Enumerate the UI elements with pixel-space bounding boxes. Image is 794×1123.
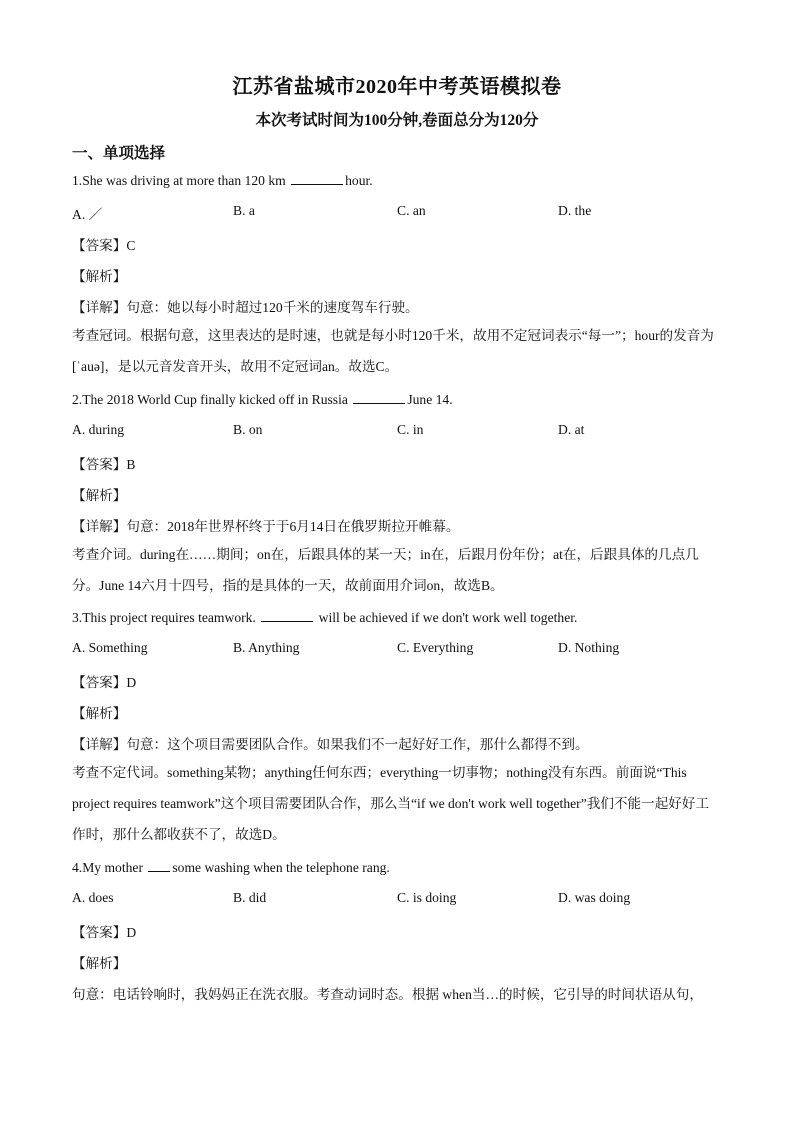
analysis-label: 【解析】 — [72, 706, 127, 721]
option-d: D. the — [558, 203, 592, 218]
option-b: B. Anything — [233, 640, 300, 655]
question-stem: 2.The 2018 World Cup finally kicked off in Russia June 14. — [72, 392, 453, 407]
detail-line: 【详解】句意：2018年世界杯终于于6月14日在俄罗斯拉开帷幕。 — [72, 519, 460, 534]
option-a: A. ／ — [72, 207, 103, 222]
page-title: 江苏省盐城市2020年中考英语模拟卷 — [232, 76, 562, 98]
detail-line: 【详解】句意：她以每小时超过120千米的速度驾车行驶。 — [72, 300, 419, 315]
section-heading: 一、单项选择 — [72, 145, 166, 162]
option-c: C. Everything — [397, 640, 474, 655]
option-b: B. did — [233, 890, 267, 905]
option-b: B. on — [233, 422, 263, 437]
detail-line: 【详解】句意：这个项目需要团队合作。如果我们不一起好好工作，那什么都得不到。 — [72, 737, 589, 752]
answer-line: 【答案】C — [72, 238, 136, 253]
option-a: A. does — [72, 890, 114, 905]
option-a: A. Something — [72, 640, 148, 655]
answer-blank — [353, 391, 405, 404]
explanation-text: 考查介词。during在……期间；on在，后跟具体的某一天；in在，后跟月份年份；at在，后跟具体的几点几分。June 14六月十四号，指的是具体的一天，故前面用介词on，故选B。 — [72, 547, 699, 593]
question-stem: 4.My mother some washing when the telephone rang. — [72, 860, 390, 875]
explanation-text: 考查冠词。根据句意，这里表达的是时速，也就是每小时120千米，故用不定冠词表示“每一”；hour的发音为[ˈauə]，是以元音发音开头，故用不定冠词an。故选C。 — [72, 328, 714, 374]
analysis-label: 【解析】 — [72, 956, 127, 971]
answer-blank — [291, 172, 343, 185]
exam-info-subtitle: 本次考试时间为100分钟,卷面总分为120分 — [255, 112, 539, 129]
question-stem: 3.This project requires teamwork. will be achieved if we don't work well together. — [72, 610, 578, 625]
answer-blank — [148, 859, 170, 872]
option-a: A. during — [72, 422, 125, 437]
answer-line: 【答案】D — [72, 675, 137, 690]
question-stem: 1.She was driving at more than 120 km hour. — [72, 173, 373, 188]
answer-line: 【答案】B — [72, 457, 136, 472]
option-d: D. Nothing — [558, 640, 620, 655]
explanation-text: 考查不定代词。something某物；anything任何东西；everything一切事物；nothing没有东西。前面说“This project requires teamwork”这个项目需要团队合作，那么当“if we don't work well together”我们不能一起好好工作时，那什么都收获不了，故选D。 — [72, 765, 710, 842]
option-c: C. an — [397, 203, 426, 218]
answer-blank — [261, 609, 313, 622]
option-b: B. a — [233, 203, 255, 218]
option-d: D. was doing — [558, 890, 631, 905]
analysis-label: 【解析】 — [72, 269, 127, 284]
explanation-text: 句意：电话铃响时，我妈妈正在洗衣服。考查动词时态。根据 when当…的时候，它引导的时间状语从句， — [72, 987, 703, 1002]
analysis-label: 【解析】 — [72, 488, 127, 503]
option-d: D. at — [558, 422, 585, 437]
option-c: C. in — [397, 422, 424, 437]
answer-line: 【答案】D — [72, 925, 137, 940]
option-c: C. is doing — [397, 890, 457, 905]
